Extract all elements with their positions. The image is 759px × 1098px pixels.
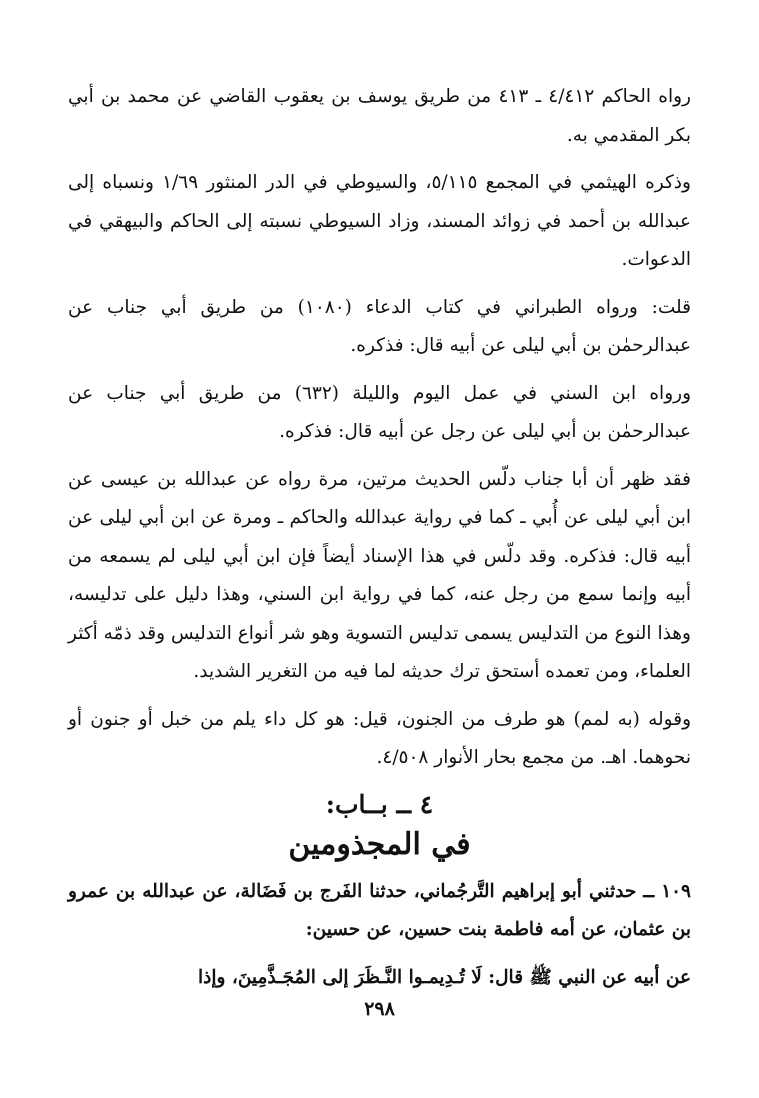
page-number: ٢٩٨ — [364, 998, 395, 1020]
hadith-matn: عن أبيه عن النبي ﷺ قال: لَا تُـدِيمـوا النَّـظَرَ إلى المُجَـذَّمِينَ، وإذا — [197, 966, 691, 988]
paragraph-tabarani-narration: قلت: ورواه الطبراني في كتاب الدعاء (١٠٨٠) من طريق أبي جناب عن عبدالرحمٰن بن أبي ليلى عن أبيه قال: فذكره. — [68, 296, 691, 356]
chapter-number-heading: ٤ ــ بــاب: — [325, 789, 434, 819]
paragraph-tadlis-discussion: فقد ظهر أن أبا جناب دلّس الحديث مرتين، مرة رواه عن عبدالله بن عيسى عن ابن أبي ليلى عن أُبي ـ كما في رواية عبدالله والحاكم ـ ومرة عن ابن أبي ليلى عن أبيه قال: فذكره. وقد دلّس في هذا الإسناد أيضاً فإن ابن أبي ليلى لم يسمعه من أبيه وإنما سمع من رجل عنه، كما في رواية ابن السني، وهذا دليل على تدليسه، وهذا النوع من التدليس يسمى تدليس التسوية وهو شر أنواع التدليس وقد ذمّه أكثر العلماء، ومن تعمده أستحق ترك حديثه لما فيه من التغرير الشديد. — [68, 468, 691, 682]
paragraph-lamam-definition: وقوله (به لمم) هو طرف من الجنون، قيل: هو كل داء يلم من خبل أو جنون أو نحوهما. اهـ. من مجمع بحار الأنوار ٤/٥٠٨. — [68, 708, 691, 768]
paragraph-haythami-mention: وذكره الهيثمي في المجمع ٥/١١٥، والسيوطي في الدر المنثور ١/٦٩ ونسباه إلى عبدالله بن أحمد في زوائد المسند، وزاد السيوطي نسبته إلى الحاكم والبيهقي في الدعوات. — [68, 172, 691, 270]
paragraph-ibn-sunni-narration: ورواه ابن السني في عمل اليوم والليلة (٦٣٢) من طريق أبي جناب عن عبدالرحمٰن بن أبي ليلى عن رجل عن أبيه قال: فذكره. — [68, 382, 691, 442]
chapter-title-heading: في المجذومين — [288, 826, 471, 862]
hadith-isnad: ١٠٩ ــ حدثني أبو إبراهيم التَّرجُماني، حدثنا الفَرج بن فَضَالة، عن عبدالله بن عمرو بن عثمان، عن أمه فاطمة بنت حسين، عن حسين: — [68, 880, 691, 940]
paragraph-hakim-narration: رواه الحاكم ٤/٤١٢ ـ ٤١٣ من طريق يوسف بن يعقوب القاضي عن محمد بن أبي بكر المقدمي به. — [68, 86, 691, 146]
